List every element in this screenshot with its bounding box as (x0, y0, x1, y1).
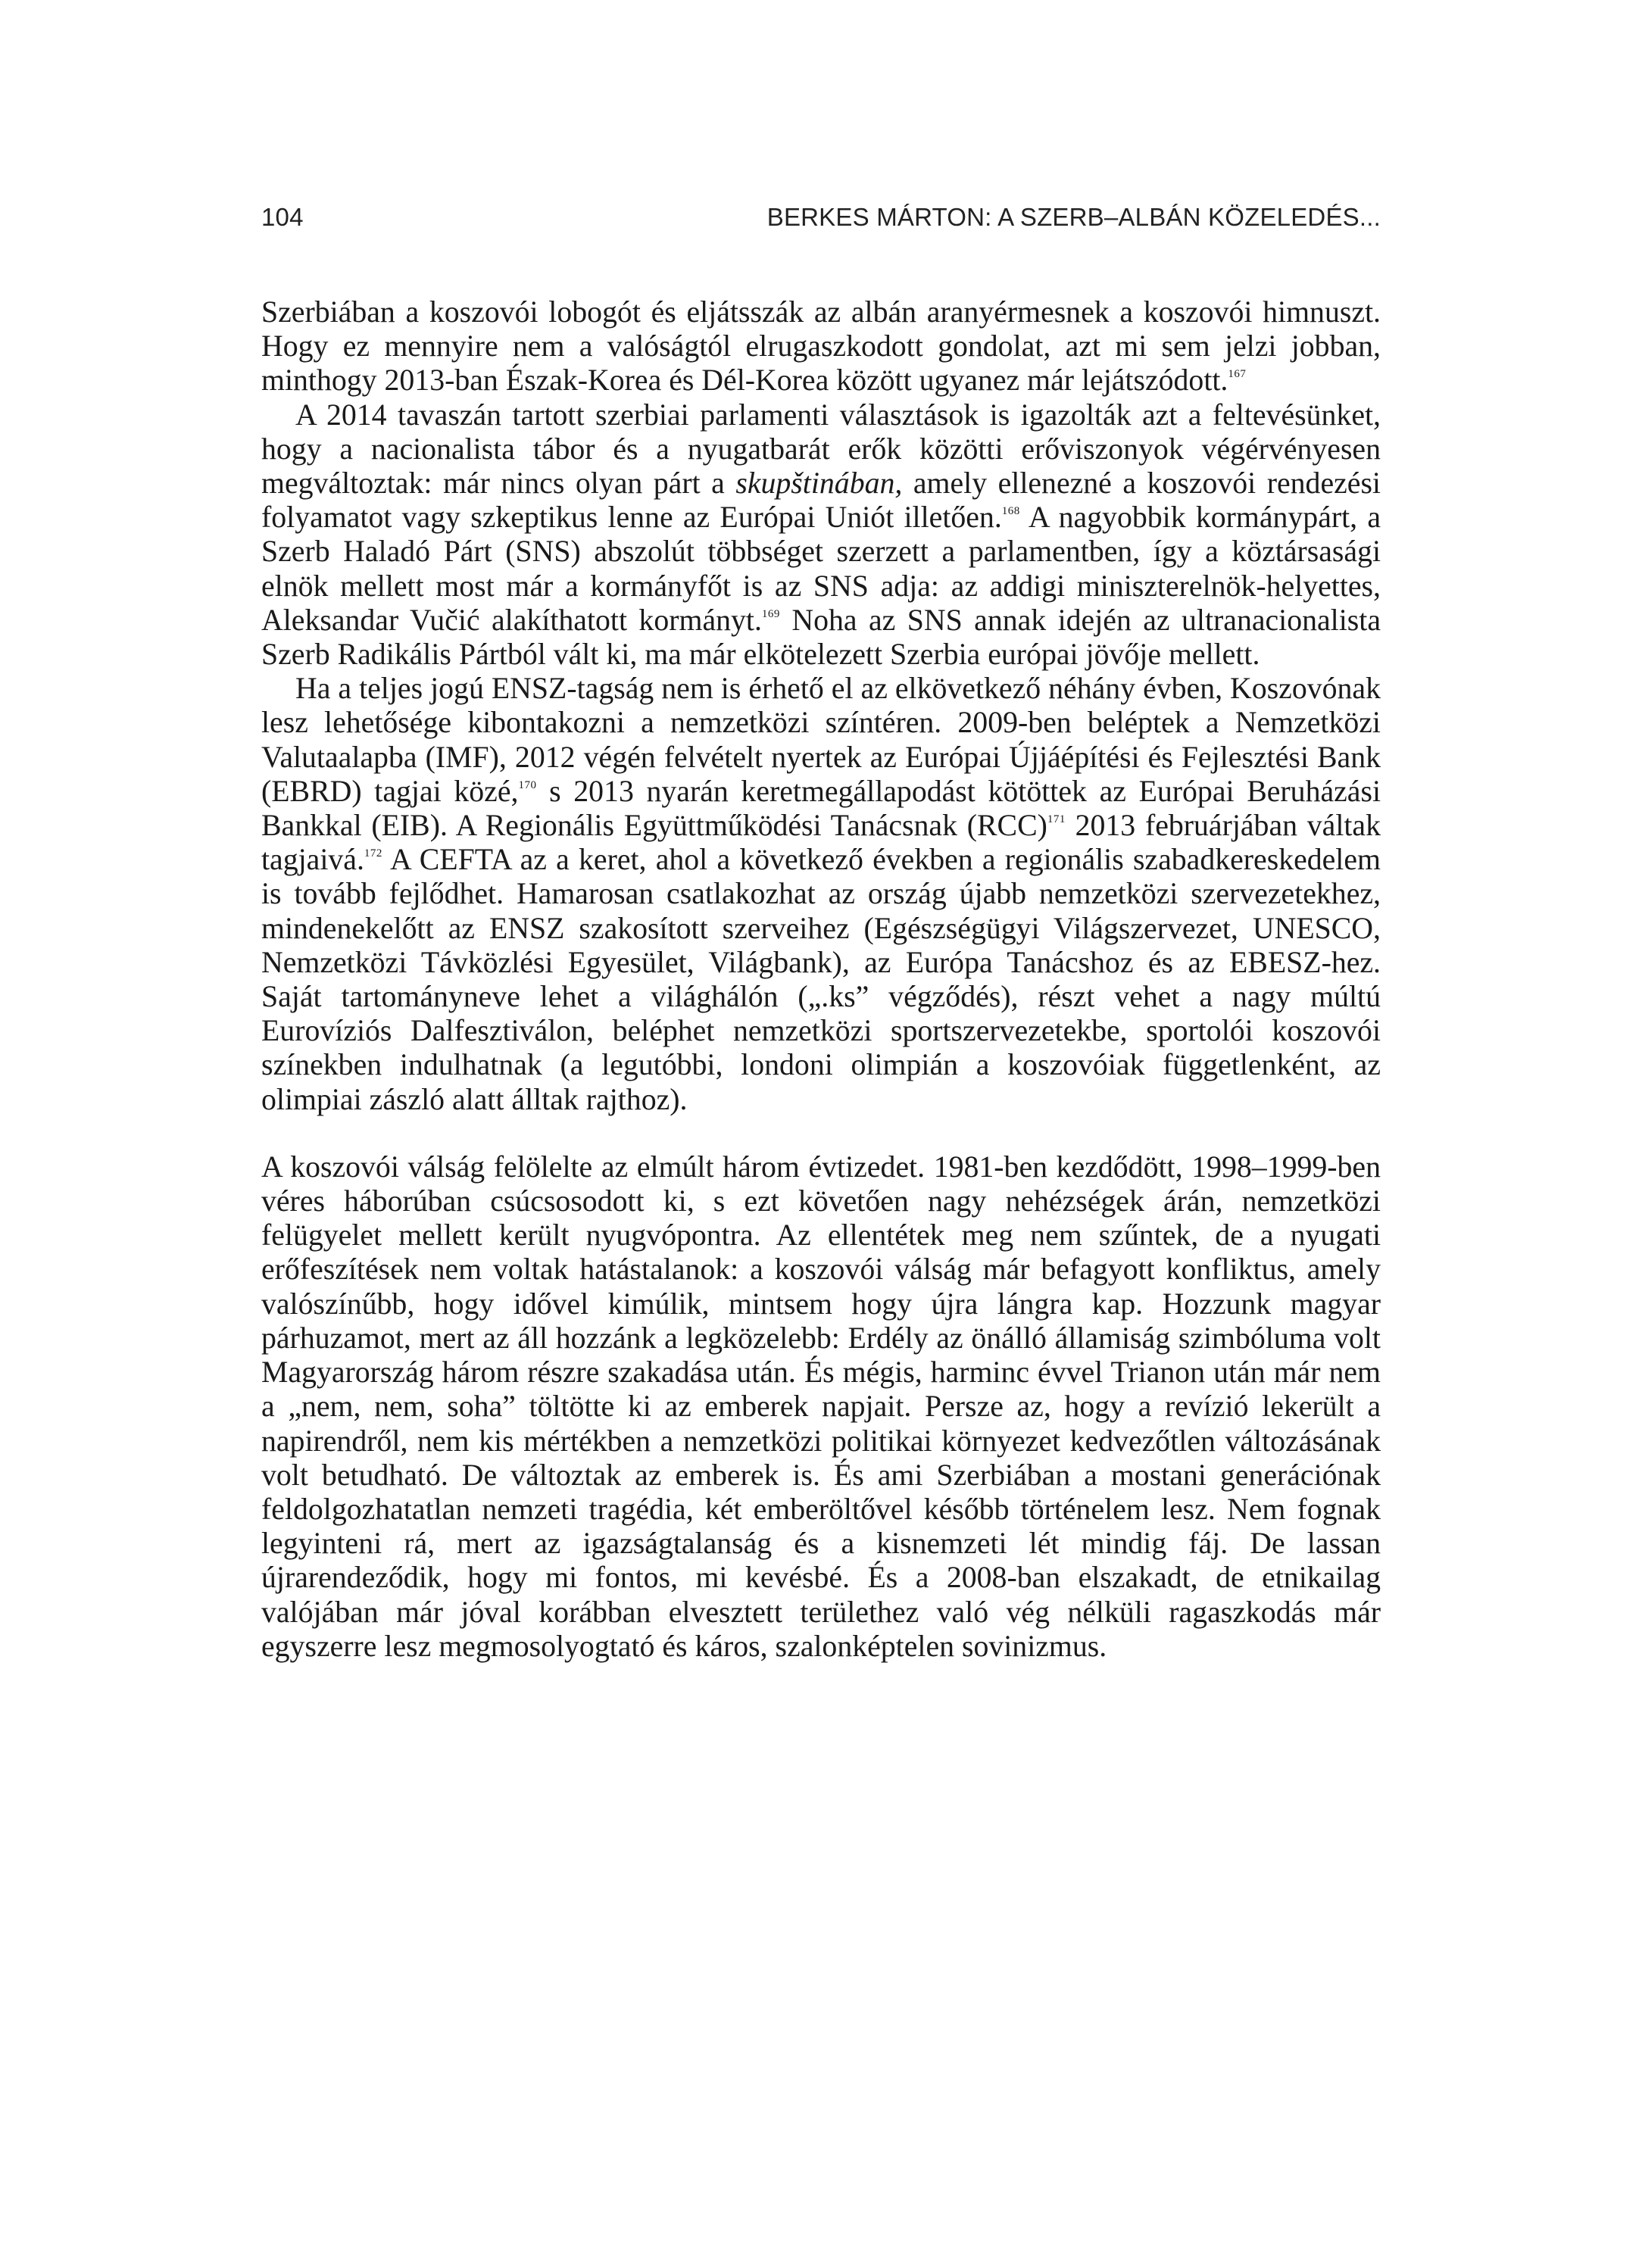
footnote-marker: 169 (761, 607, 780, 620)
text-run: A CEFTA az a keret, ahol a következő években a regionális szabadkereskedelem is tovább fejlődhet. Hamarosan csatlakozhat az ország újabb nemzetközi szervezetekhez, mindenekelőtt az ENSZ szakosított szerveihez (Egészségügyi Világszervezet, UNESCO, Nemzetközi Távközlési Egyesület, Világbank), az Európa Tanácshoz és az EBESZ-hez. Saját tartományneve lehet a világhálón („.ks” végződés), részt vehet a nagy múltú Eurovíziós Dalfesztiválon, beléphet nemzetközi sportszervezetekbe, sportolói koszovói színekben indulhatnak (a legutóbbi, londoni olimpián a koszovóiak függetlenként, az olimpiai zászló alatt álltak rajthoz). (261, 843, 1381, 1116)
footnote-marker: 167 (1228, 368, 1247, 381)
footnote-marker: 168 (1001, 505, 1020, 518)
text-run: Noha az SNS annak idején az ultranacionalista Szerb Radikális Pártból vált ki, ma már elkötelezett Szerbia európai jövője mellett. (261, 603, 1381, 672)
text-run: amely ellenezné a koszovói rendezési folyamatot vagy szkeptikus lenne az Európai Uniót illetően. (261, 466, 1381, 535)
italic-term: skupštinában, (735, 466, 903, 501)
footnote-marker: 171 (1047, 813, 1066, 826)
footnote-marker: 172 (364, 847, 382, 860)
paragraph (261, 672, 1381, 1117)
footnote-marker: 170 (518, 778, 537, 791)
text-run: Szerbiában a koszovói lobogót és eljátsszák az albán aranyérmesnek a koszovói himnuszt. Hogy ez mennyire nem a valóságtól elrugaszkodott gondolat, azt mi sem jelzi jobban, minthogy 2013-ban Észak-Korea és Dél-Korea között ugyanez már lejátszódott. (261, 295, 1381, 398)
text-run: A koszovói válság felölelte az elmúlt három évtizedet. 1981-ben kezdődött, 1998–1999-ben véres háborúban csúcsosodott ki, s ezt követően nagy nehézségek árán, nemzetközi felügyelet mellett került nyugvópontra. Az ellentétek meg nem szűntek, de a nyugati erőfeszítések nem voltak hatástalanok: a koszovói válság már befagyott konfliktus, amely valószínűbb, hogy idővel kimúlik, mintsem hogy újra lángra kap. Hozzunk magyar párhuzamot, mert az áll hozzánk a legközelebb: Erdély az önálló államiság szimbóluma volt Magyarország három részre szakadása után. És mégis, harminc évvel Trianon után már nem a „nem, nem, soha” töltötte ki az emberek napjait. Persze az, hogy a revízió lekerült a napirendről, nem kis mértékben a nemzetközi politikai környezet kedvezőtlen változásának volt betudható. De változtak az emberek is. És ami Szerbiában a mostani generációnak feldolgozhatatlan nemzeti tragédia, két emberöltővel később történelem lesz. Nem fognak legyinteni rá, mert az igazságtalanság és a kisnemzeti lét mindig fáj. De lassan újrarendeződik, hogy mi fontos, mi kevésbé. És a 2008-ban elszakadt, de etnikailag valójában már jóval korábban elvesztett területhez való vég nélküli ragaszkodás már egyszerre lesz megmosolyogtató és káros, szalonképtelen sovinizmus. (261, 1150, 1381, 1663)
running-header (261, 203, 1381, 232)
text-run: 2013 februárjában váltak tagjaivá. (261, 809, 1381, 877)
running-title: BERKES MÁRTON: A SZERB–ALBÁN KÖZELEDÉS... (766, 203, 1381, 231)
text-run: A 2014 tavaszán tartott szerbiai parlamenti választások is igazolták azt a feltevésünket, hogy a nacionalista tábor és a nyugatbarát erők közötti erőviszonyok végérvényesen megváltoztak: már nincs olyan párt a (261, 398, 1381, 501)
text-run: Ha a teljes jogú ENSZ-tagság nem is érhető el az elkövetkező néhány évben, Koszovónak lesz lehetősége kibontakozni a nemzetközi színtéren. 2009-ben beléptek a Nemzetközi Valutaalapba (IMF), 2012 végén felvételt nyertek az Európai Újjáépítési és Fejlesztési Bank (EBRD) tagjai közé, (261, 672, 1381, 808)
text-run: A nagyobbik kormánypárt, a Szerb Haladó Párt (SNS) abszolút többséget szerzett a parlamentben, így a köztársasági elnök mellett most már a kormányfőt is az SNS adja: az addigi miniszterelnök-helyettes, Aleksandar Vučić alakíthatott kormányt. (261, 501, 1381, 637)
page-number: 104 (261, 203, 304, 231)
paragraph (261, 295, 1381, 398)
body-text (261, 295, 1381, 1664)
paragraph (261, 1150, 1381, 1664)
paragraph (261, 398, 1381, 672)
text-run: s 2013 nyarán keretmegállapodást kötöttek az Európai Beruházási Bankkal (EIB). A Regionális Együttműködési Tanácsnak (RCC) (261, 774, 1381, 843)
